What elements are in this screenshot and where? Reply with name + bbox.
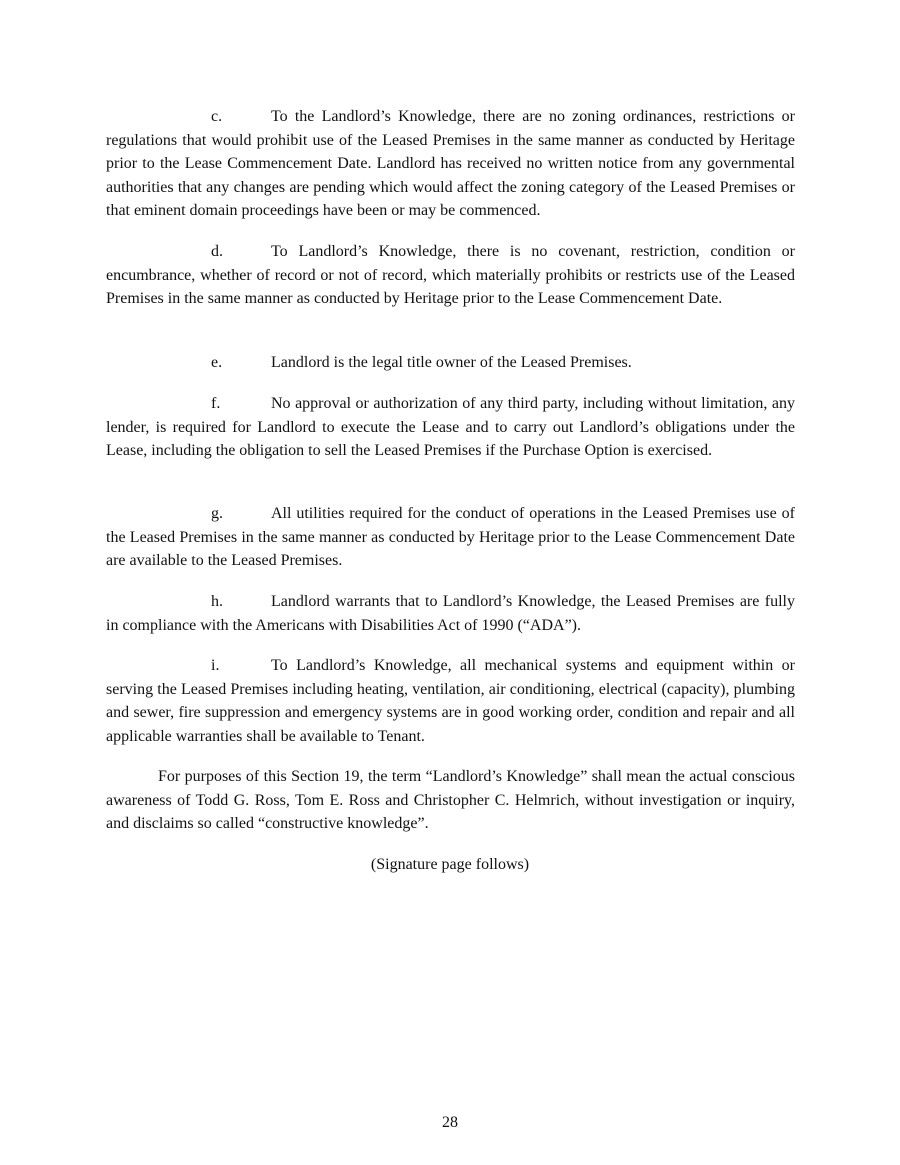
section-e-label: e. [211, 354, 223, 371]
section-h-text: Landlord warrants that to Landlord’s Knowledge, the Leased Premises are fully in compliance with the Americans with Disabilities Act of 1990 (“ADA”). [106, 593, 795, 634]
section-h-label: h. [211, 593, 223, 610]
section-f-text: No approval or authorization of any third party, including without limitation, any lender, is required for Landlord to execute the Lease and to carry out Landlord’s obligations under the Lease, including the obligation to sell the Leased Premises if the Purchase Option is exercised. [106, 395, 795, 459]
section-d-paragraph [106, 240, 795, 311]
section-f-label: f. [211, 395, 221, 412]
section-c-label: c. [211, 108, 223, 125]
definition-paragraph [106, 765, 795, 836]
section-i-label: i. [211, 657, 220, 674]
section-e-paragraph [106, 351, 795, 375]
section-h-paragraph [106, 590, 795, 637]
section-f-paragraph [106, 392, 795, 463]
section-i-text: To Landlord’s Knowledge, all mechanical systems and equipment within or serving the Leased Premises including heating, ventilation, air conditioning, electrical (capacity), plumbing and sewer, fire suppression and emergency systems are in good working order, condition and repair and all applicable warranties shall be available to Tenant. [106, 657, 795, 745]
section-c-text: To the Landlord’s Knowledge, there are no zoning ordinances, restrictions or regulations that would prohibit use of the Leased Premises in the same manner as conducted by Heritage prior to the Lease Commencement Date. Landlord has received no written notice from any governmental authorities that any changes are pending which would affect the zoning category of the Leased Premises or that eminent domain proceedings have been or may be commenced. [106, 108, 795, 219]
section-c-paragraph [106, 105, 795, 223]
signature-note: (Signature page follows) [370, 856, 530, 873]
section-e-text: Landlord is the legal title owner of the Leased Premises. [271, 354, 632, 371]
section-d-label: d. [211, 243, 223, 260]
section-g-paragraph [106, 502, 795, 573]
section-g-label: g. [211, 505, 223, 522]
section-d-text: To Landlord’s Knowledge, there is no covenant, restriction, condition or encumbrance, whether of record or not of record, which materially prohibits or restricts use of the Leased Premises in the same manner as conducted by Heritage prior to the Lease Commencement Date. [106, 243, 795, 307]
section-g-text: All utilities required for the conduct of operations in the Leased Premises use of the Leased Premises in the same manner as conducted by Heritage prior to the Lease Commencement Date are available to the Leased Premises. [106, 505, 795, 569]
section-i-paragraph [106, 654, 795, 748]
definition-text: For purposes of this Section 19, the term “Landlord’s Knowledge” shall mean the actual conscious awareness of Todd G. Ross, Tom E. Ross and Christopher C. Helmrich, without investigation or inquiry, and disclaims so called “constructive knowledge”. [106, 768, 795, 832]
page-number: 28 [442, 1114, 458, 1131]
